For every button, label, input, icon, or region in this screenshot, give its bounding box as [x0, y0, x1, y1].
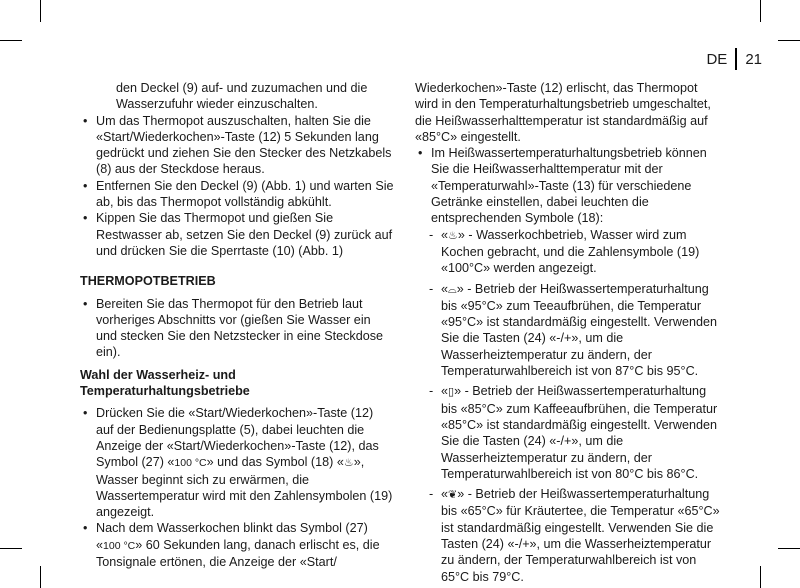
bullet-item: • Entfernen Sie den Deckel (9) (Abb. 1) und warten Sie ab, bis das Thermopot vollständig abkühlt.: [80, 178, 394, 211]
cup-icon: ▯: [448, 386, 455, 399]
bullet-item: [80, 520, 394, 570]
left-column: [80, 80, 394, 570]
crop-mark: [778, 548, 800, 549]
crop-mark: [778, 40, 800, 41]
crop-mark: [0, 40, 22, 41]
text-run: » - Betrieb der Heißwassertemperaturhaltung bis «85°C» zum Kaffeeaufbrühen, die Temperatur «85°C» ist standardmäßig eingestellt. Verwenden Sie die Tasten (24) «-/+», um die Wasserheiztemperatur zu ändern, der Temperaturwahlbereich ist von 80°C bis 86°C.: [441, 384, 718, 481]
text-run: «: [441, 487, 449, 502]
dash-item: [415, 383, 720, 482]
right-column: [415, 80, 720, 585]
text-run: «: [441, 227, 449, 242]
page-header: [706, 48, 762, 70]
bullet-item: [80, 405, 394, 520]
boil-symbol-label: 100 °C: [103, 539, 136, 552]
subsection-heading: Wahl der Wasserheiz- und Temperaturhaltungsbetriebe: [80, 367, 250, 399]
text-run: » 60 Sekunden lang, danach erlischt es, die Tonsignale ertönen, die Anzeige der «Start/: [96, 537, 380, 570]
text-run: «: [441, 384, 449, 399]
crop-mark: [760, 566, 761, 588]
paragraph: Wiederkochen»-Taste (12) erlischt, das Thermopot wird in den Temperaturhaltungsbetrieb umgeschaltet, die Heißwasserhalttemperatur ist standardmäßig auf «85°C» eingestellt.: [415, 81, 711, 144]
language-code: DE: [706, 50, 728, 68]
section-heading: THERMOPOTBETRIEB: [80, 274, 216, 289]
dash-item: [415, 486, 720, 585]
bullet-item: • Um das Thermopot auszuschalten, halten Sie die «Start/Wiederkochen»-Taste (12) 5 Sekunden lang gedrückt und ziehen Sie den Stecker des Netzkabels (8) aus der Steckdose heraus.: [80, 113, 394, 178]
steam-icon: ♨: [448, 229, 458, 242]
text-run: » - Wasserkochbetrieb, Wasser wird zum Kochen gebracht, und die Zahlensymbole (19) «100°C» werden angezeigt.: [441, 227, 700, 276]
crop-mark: [40, 0, 41, 22]
text-run: «: [441, 281, 449, 296]
dash-item: [415, 227, 720, 277]
header-divider: [735, 48, 737, 70]
crop-mark: [0, 548, 22, 549]
bullet-item: • Bereiten Sie das Thermopot für den Betrieb laut vorheriges Abschnitts vor (gießen Sie Wasser ein und stecken Sie den Netzstecker in eine Steckdose ein).: [80, 296, 394, 361]
text-run: » - Betrieb der Heißwassertemperaturhaltung bis «65°C» für Kräutertee, die Temperatur «65°C» ist standardmäßig eingestellt. Verwenden Sie die Tasten (24) «-/+», um die Wasserheiztemperatur zu ändern, der Temperaturwahlbereich ist von 65°C bis 79°C.: [441, 487, 720, 584]
paragraph: den Deckel (9) auf- und zuzumachen und die Wasserzufuhr wieder einzuschalten.: [116, 81, 368, 112]
teapot-icon: ⌓: [448, 283, 457, 296]
text-run: Drücken Sie die «Start/Wiederkochen»-Taste (12) auf der Bedienungsplatte (5), dabei leuchten die Anzeige der «Start/Wiederkochen»-Taste (12), das Symbol (27) «: [96, 406, 379, 470]
steam-icon: ♨: [343, 457, 354, 470]
crop-mark: [760, 0, 761, 22]
text-run: », Wasser beginnt sich zu erwärmen, die Wassertemperatur wird mit den Zahlensymbolen (19) angezeigt.: [96, 455, 393, 520]
crop-mark: [40, 566, 41, 588]
bullet-item: • Im Heißwassertemperaturhaltungsbetrieb können Sie die Heißwasserhalttemperatur mit der «Temperaturwahl»-Taste (13) für verschiedene Getränke einstellen, dabei leuchten die entsprechenden Symbole (18):: [415, 145, 720, 226]
page-number: 21: [745, 50, 762, 68]
dash-item: [415, 281, 720, 380]
text-run: Nach dem Wasserkochen blinkt das Symbol (27) «: [96, 521, 368, 552]
text-run: » - Betrieb der Heißwassertemperaturhaltung bis «95°C» zum Teeaufbrühen, die Temperatur «95°C» ist standardmäßig eingestellt. Verwenden Sie die Tasten (24) «-/+», um die Wasserheiztemperatur zu ändern, der Temperaturwahlbereich ist von 87°C bis 95°C.: [441, 281, 717, 379]
leaf-icon: ❦: [448, 489, 458, 502]
boil-symbol-label: 100 °C: [174, 457, 207, 470]
text-run: » und das Symbol (18) «: [206, 455, 344, 470]
bullet-item: • Kippen Sie das Thermopot und gießen Sie Restwasser ab, setzen Sie den Deckel (9) zurück auf und drücken Sie die Sperrtaste (10) (Abb. 1): [80, 210, 394, 259]
